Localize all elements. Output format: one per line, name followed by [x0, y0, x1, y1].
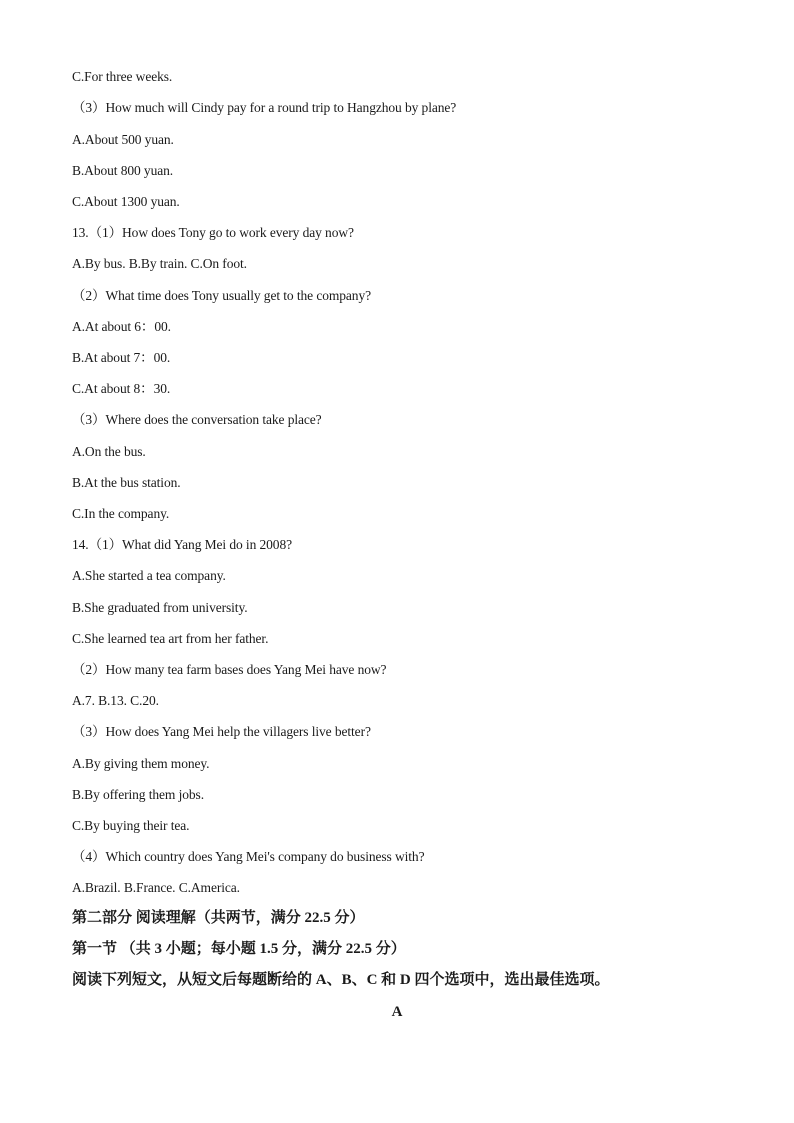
question-line: （3）How much will Cindy pay for a round trip to Hangzhou by plane?: [72, 100, 457, 115]
option-line: C.By buying their tea.: [72, 818, 190, 833]
option-line: C.She learned tea art from her father.: [72, 631, 269, 646]
option-line: A.At about 6：00.: [72, 319, 171, 334]
part-heading: 第二部分 阅读理解（共两节，满分 22.5 分）: [72, 910, 365, 926]
option-line: B.She graduated from university.: [72, 600, 248, 615]
option-line: A.About 500 yuan.: [72, 132, 174, 147]
question-line: 13.（1）How does Tony go to work every day now?: [72, 225, 354, 240]
option-line: C.In the company.: [72, 506, 170, 521]
option-line: A.She started a tea company.: [72, 568, 226, 583]
question-line: （3）Where does the conversation take place?: [72, 412, 322, 427]
option-line: B.At about 7：00.: [72, 350, 171, 365]
option-line: B.At the bus station.: [72, 475, 181, 490]
option-line: C.For three weeks.: [72, 69, 173, 84]
option-line: A.By bus. B.By train. C.On foot.: [72, 256, 247, 271]
option-line: A.On the bus.: [72, 444, 146, 459]
question-line: （3）How does Yang Mei help the villagers live better?: [72, 724, 371, 739]
option-line: A.By giving them money.: [72, 756, 210, 771]
question-line: （2）How many tea farm bases does Yang Mei have now?: [72, 662, 387, 677]
question-line: 14.（1）What did Yang Mei do in 2008?: [72, 537, 292, 552]
section-heading: 第一节 （共 3 小题；每小题 1.5 分，满分 22.5 分）: [72, 941, 406, 957]
reading-instruction: 阅读下列短文，从短文后每题断给的 A、B、C 和 D 四个选项中，选出最佳选项。: [72, 972, 610, 988]
option-line: B.By offering them jobs.: [72, 787, 204, 802]
option-line: C.At about 8：30.: [72, 381, 171, 396]
question-line: （4）Which country does Yang Mei's company do business with?: [72, 849, 425, 864]
passage-label: A: [391, 1004, 403, 1020]
option-line: A.7. B.13. C.20.: [72, 693, 159, 708]
question-line: （2）What time does Tony usually get to the company?: [72, 288, 371, 303]
option-line: B.About 800 yuan.: [72, 163, 174, 178]
option-line: C.About 1300 yuan.: [72, 194, 180, 209]
option-line: A.Brazil. B.France. C.America.: [72, 880, 240, 895]
